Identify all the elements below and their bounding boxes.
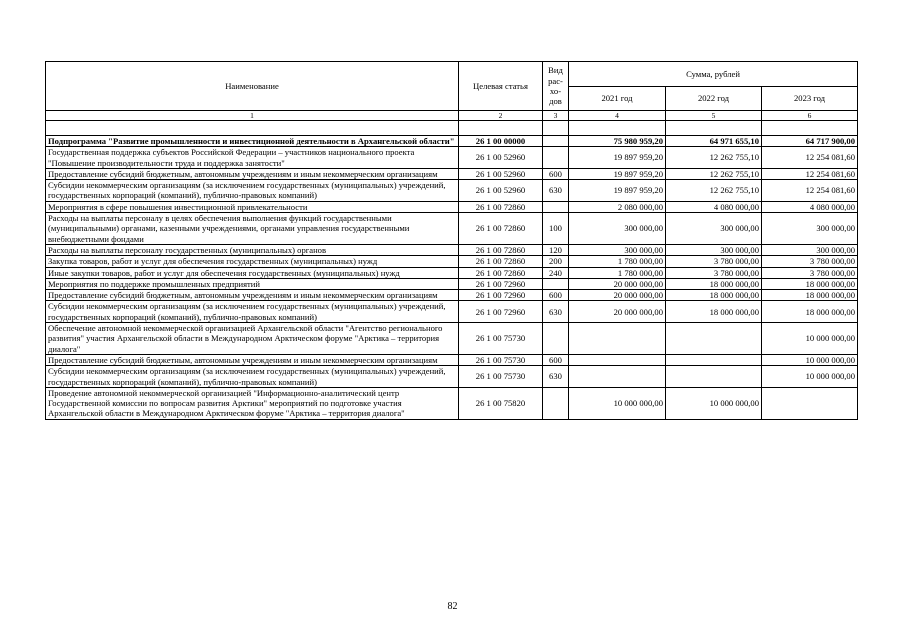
row-name: Субсидии некоммерческим организациям (за исключением государственных (муниципальных) учреждений, государственных корпораций (компаний), публично-правовых компаний) — [46, 366, 459, 388]
row-sum-2022: 300 000,00 — [666, 244, 762, 255]
row-vid — [543, 278, 569, 289]
row-sum-2021: 19 897 959,20 — [569, 147, 666, 169]
colnum: 1 — [46, 111, 459, 121]
row-vid: 600 — [543, 168, 569, 179]
header-row — [46, 62, 858, 87]
table-row — [46, 168, 858, 179]
row-name: Предоставление субсидий бюджетным, автономным учреждениям и иным некоммерческим организациям — [46, 354, 459, 365]
row-code: 26 1 00 72860 — [459, 267, 543, 278]
row-code: 26 1 00 52960 — [459, 147, 543, 169]
row-sum-2022: 12 262 755,10 — [666, 168, 762, 179]
row-vid: 630 — [543, 301, 569, 323]
row-code: 26 1 00 72960 — [459, 290, 543, 301]
row-sum-2023: 300 000,00 — [762, 213, 858, 245]
row-code: 26 1 00 75730 — [459, 366, 543, 388]
header-vid: Вид рас-хо-дов — [543, 62, 569, 111]
row-sum-2021 — [569, 323, 666, 355]
table-row — [46, 323, 858, 355]
table-row — [46, 213, 858, 245]
page-number: 82 — [447, 601, 458, 612]
row-name: Подпрограмма "Развитие промышленности и инвестиционной деятельности в Архангельской области" — [46, 136, 459, 147]
spacer-cell — [666, 121, 762, 136]
row-sum-2023: 12 254 081,60 — [762, 180, 858, 202]
row-code: 26 1 00 72860 — [459, 213, 543, 245]
row-name: Мероприятия по поддержке промышленных предприятий — [46, 278, 459, 289]
row-name: Расходы на выплаты персоналу в целях обеспечения выполнения функций государственными (муниципальными) органами, казенными учреждениями, органами управления государственными внебюджетными фондами — [46, 213, 459, 245]
row-name: Иные закупки товаров, работ и услуг для обеспечения государственных (муниципальных) нужд — [46, 267, 459, 278]
row-sum-2022: 3 780 000,00 — [666, 256, 762, 267]
table-row — [46, 136, 858, 147]
table-row — [46, 290, 858, 301]
row-name: Субсидии некоммерческим организациям (за исключением государственных (муниципальных) учреждений, государственных корпораций (компаний), публично-правовых компаний) — [46, 301, 459, 323]
row-sum-2021: 20 000 000,00 — [569, 290, 666, 301]
table-row — [46, 180, 858, 202]
header-target: Целевая статья — [459, 62, 543, 111]
row-sum-2022: 12 262 755,10 — [666, 147, 762, 169]
row-vid: 240 — [543, 267, 569, 278]
row-sum-2023: 18 000 000,00 — [762, 278, 858, 289]
row-sum-2022: 64 971 655,10 — [666, 136, 762, 147]
row-code: 26 1 00 52960 — [459, 180, 543, 202]
header-2022: 2022 год — [666, 87, 762, 111]
row-name: Субсидии некоммерческим организациям (за исключением государственных (муниципальных) учреждений, государственных корпораций (компаний), публично-правовых компаний) — [46, 180, 459, 202]
row-sum-2023: 10 000 000,00 — [762, 366, 858, 388]
column-number-row — [46, 111, 858, 121]
row-sum-2023: 18 000 000,00 — [762, 301, 858, 323]
row-sum-2021: 19 897 959,20 — [569, 180, 666, 202]
row-name: Предоставление субсидий бюджетным, автономным учреждениям и иным некоммерческим организациям — [46, 290, 459, 301]
row-code: 26 1 00 75730 — [459, 323, 543, 355]
row-vid — [543, 147, 569, 169]
table-row — [46, 354, 858, 365]
row-code: 26 1 00 75730 — [459, 354, 543, 365]
table-row — [46, 267, 858, 278]
row-sum-2021: 1 780 000,00 — [569, 256, 666, 267]
row-sum-2021: 300 000,00 — [569, 213, 666, 245]
colnum: 4 — [569, 111, 666, 121]
row-sum-2022 — [666, 323, 762, 355]
table-row — [46, 278, 858, 289]
spacer-row — [46, 121, 858, 136]
row-name: Расходы на выплаты персоналу государственных (муниципальных) органов — [46, 244, 459, 255]
row-sum-2023: 12 254 081,60 — [762, 147, 858, 169]
row-sum-2022: 300 000,00 — [666, 213, 762, 245]
row-code: 26 1 00 72960 — [459, 301, 543, 323]
row-sum-2021: 19 897 959,20 — [569, 168, 666, 179]
row-vid — [543, 387, 569, 419]
row-sum-2022 — [666, 366, 762, 388]
table-row — [46, 301, 858, 323]
spacer-cell — [569, 121, 666, 136]
row-sum-2023: 10 000 000,00 — [762, 354, 858, 365]
row-code: 26 1 00 72860 — [459, 201, 543, 212]
spacer-cell — [543, 121, 569, 136]
budget-table — [45, 61, 858, 420]
row-vid: 630 — [543, 366, 569, 388]
row-vid: 600 — [543, 290, 569, 301]
row-vid — [543, 323, 569, 355]
row-sum-2023 — [762, 387, 858, 419]
table-row — [46, 244, 858, 255]
row-sum-2023: 18 000 000,00 — [762, 290, 858, 301]
row-sum-2023: 300 000,00 — [762, 244, 858, 255]
row-code: 26 1 00 72860 — [459, 256, 543, 267]
colnum: 2 — [459, 111, 543, 121]
row-name: Государственная поддержка субъектов Российской Федерации – участников национального проекта "Повышение производительности труда и поддержка занятости" — [46, 147, 459, 169]
row-sum-2021: 20 000 000,00 — [569, 278, 666, 289]
table-row — [46, 256, 858, 267]
row-code: 26 1 00 52960 — [459, 168, 543, 179]
header-name: Наименование — [46, 62, 459, 111]
spacer-cell — [46, 121, 459, 136]
row-sum-2023: 12 254 081,60 — [762, 168, 858, 179]
spacer-cell — [459, 121, 543, 136]
row-sum-2022: 18 000 000,00 — [666, 290, 762, 301]
row-vid: 600 — [543, 354, 569, 365]
table-row — [46, 201, 858, 212]
row-sum-2022: 4 080 000,00 — [666, 201, 762, 212]
colnum: 6 — [762, 111, 858, 121]
row-name: Мероприятия в сфере повышения инвестиционной привлекательности — [46, 201, 459, 212]
colnum: 5 — [666, 111, 762, 121]
row-sum-2021: 300 000,00 — [569, 244, 666, 255]
row-sum-2023: 4 080 000,00 — [762, 201, 858, 212]
row-code: 26 1 00 72860 — [459, 244, 543, 255]
row-sum-2022: 10 000 000,00 — [666, 387, 762, 419]
row-sum-2021: 10 000 000,00 — [569, 387, 666, 419]
row-sum-2021 — [569, 366, 666, 388]
row-code: 26 1 00 00000 — [459, 136, 543, 147]
row-sum-2022: 12 262 755,10 — [666, 180, 762, 202]
row-name: Предоставление субсидий бюджетным, автономным учреждениям и иным некоммерческим организациям — [46, 168, 459, 179]
budget-page — [45, 61, 857, 420]
row-sum-2021 — [569, 354, 666, 365]
row-sum-2021: 1 780 000,00 — [569, 267, 666, 278]
row-name: Закупка товаров, работ и услуг для обеспечения государственных (муниципальных) нужд — [46, 256, 459, 267]
row-sum-2023: 3 780 000,00 — [762, 256, 858, 267]
row-vid — [543, 136, 569, 147]
row-code: 26 1 00 72960 — [459, 278, 543, 289]
row-sum-2021: 75 980 959,20 — [569, 136, 666, 147]
row-vid: 200 — [543, 256, 569, 267]
row-code: 26 1 00 75820 — [459, 387, 543, 419]
row-sum-2021: 2 080 000,00 — [569, 201, 666, 212]
row-sum-2022: 18 000 000,00 — [666, 301, 762, 323]
colnum: 3 — [543, 111, 569, 121]
row-vid: 120 — [543, 244, 569, 255]
row-sum-2021: 20 000 000,00 — [569, 301, 666, 323]
row-vid: 100 — [543, 213, 569, 245]
row-sum-2023: 64 717 900,00 — [762, 136, 858, 147]
header-2023: 2023 год — [762, 87, 858, 111]
row-sum-2022: 3 780 000,00 — [666, 267, 762, 278]
row-sum-2023: 3 780 000,00 — [762, 267, 858, 278]
table-row — [46, 387, 858, 419]
row-sum-2022: 18 000 000,00 — [666, 278, 762, 289]
row-sum-2023: 10 000 000,00 — [762, 323, 858, 355]
row-sum-2022 — [666, 354, 762, 365]
row-name: Проведение автономной некоммерческой организацией "Информационно-аналитический центр Государственной комиссии по вопросам развития Арктики" мероприятий по подготовке участия Архангельской области в Международном Арктическом форуме "Арктика – территория диалога" — [46, 387, 459, 419]
row-vid: 630 — [543, 180, 569, 202]
table-row — [46, 147, 858, 169]
spacer-cell — [762, 121, 858, 136]
row-name: Обеспечение автономной некоммерческой организацией Архангельской области "Агентство регионального развития" участия Архангельской области в Международном Арктическом форуме "Арктика – территория диалога" — [46, 323, 459, 355]
header-2021: 2021 год — [569, 87, 666, 111]
header-sum: Сумма, рублей — [569, 62, 858, 87]
row-vid — [543, 201, 569, 212]
table-row — [46, 366, 858, 388]
